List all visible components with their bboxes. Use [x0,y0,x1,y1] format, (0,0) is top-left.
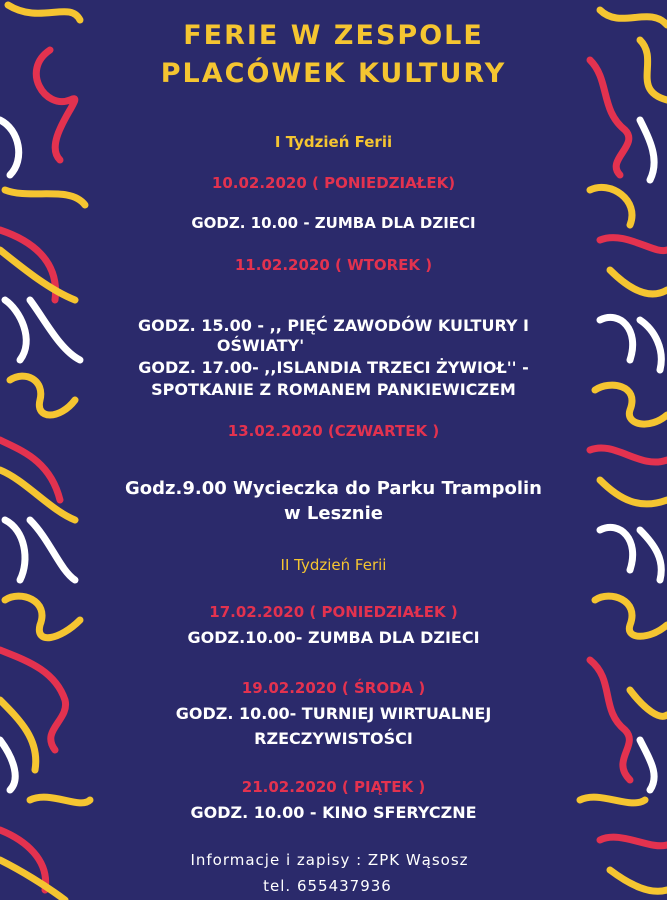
event-line: GODZ. 10.00 - ZUMBA DLA DZIECI [191,214,476,232]
week2-heading: II Tydzień Ferii [280,556,387,574]
event-line: GODZ. 10.00 - KINO SFERYCZNE [190,803,477,822]
event-line: GODZ. 17.00- ,,ISLANDIA TRZECI ŻYWIOŁ'' - [138,358,529,377]
event-line: OŚWIATY' [216,336,305,355]
date-line: 21.02.2020 ( PIĄTEK ) [241,778,426,796]
poster-title-line1: FERIE W ZESPOLE [183,20,484,51]
week1-heading: I Tydzień Ferii [274,133,393,151]
date-line: 19.02.2020 ( ŚRODA ) [241,679,426,697]
poster-title-line2: PLACÓWEK KULTURY [160,58,507,89]
event-line: SPOTKANIE Z ROMANEM PANKIEWICZEM [151,380,516,399]
phone-number: tel. 655437936 [263,877,392,895]
event-line: GODZ. 15.00 - ,, PIĘĆ ZAWODÓW KULTURY I [137,316,530,335]
date-line: 10.02.2020 ( PONIEDZIAŁEK) [211,174,456,192]
date-line: 17.02.2020 ( PONIEDZIAŁEK ) [209,603,458,621]
event-line: RZECZYWISTOŚCI [254,729,413,748]
event-line: GODZ. 10.00- TURNIEJ WIRTUALNEJ [175,704,492,723]
date-line: 13.02.2020 (CZWARTEK ) [227,422,440,440]
event-line: Godz.9.00 Wycieczka do Parku Trampolin [125,478,542,499]
date-line: 11.02.2020 ( WTOREK ) [234,256,433,274]
event-line: w Lesznie [284,503,383,524]
contact-info: Informacje i zapisy : ZPK Wąsosz [190,851,469,869]
event-line: GODZ.10.00- ZUMBA DLA DZIECI [187,628,480,647]
